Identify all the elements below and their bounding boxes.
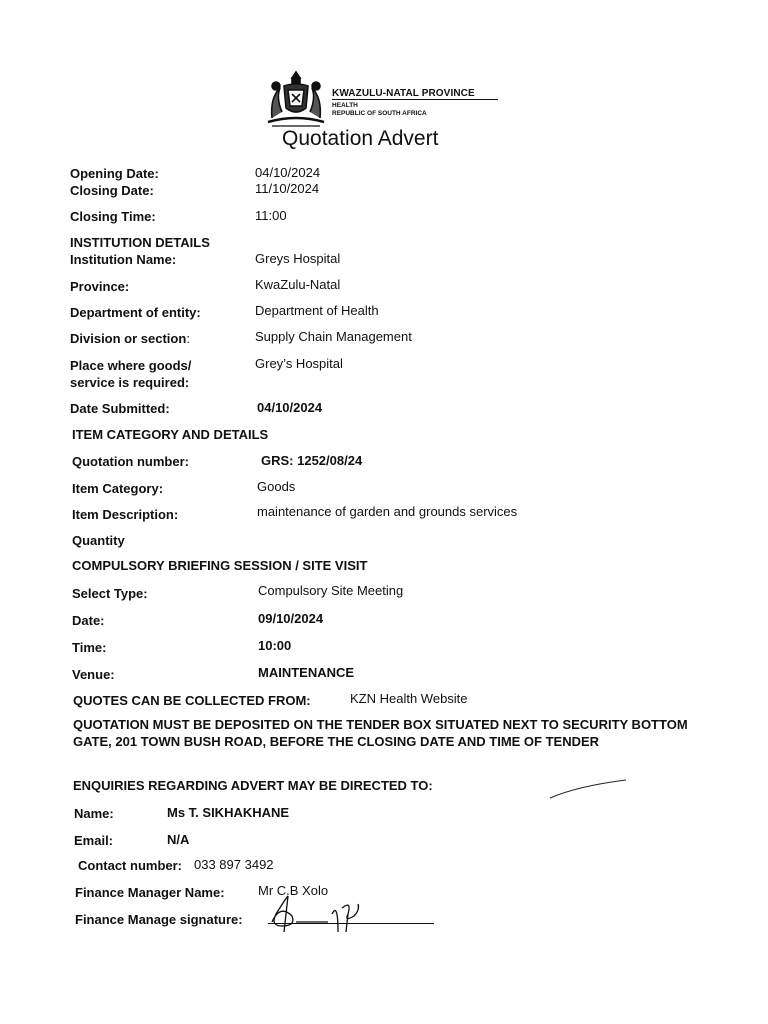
coat-of-arms-logo	[262, 68, 330, 128]
signature-label: Finance Manage signature:	[75, 912, 243, 927]
closing-date-label: Closing Date:	[70, 183, 154, 198]
header-divider	[332, 99, 498, 100]
briefing-time-label: Time:	[72, 640, 107, 655]
place-label-line1: Place where goods/	[70, 358, 192, 373]
closing-time-label: Closing Time:	[70, 209, 156, 224]
province-value: KwaZulu-Natal	[255, 277, 341, 292]
republic-name: REPUBLIC OF SOUTH AFRICA	[332, 110, 427, 117]
opening-date-value: 04/10/2024	[255, 165, 321, 180]
item-category-label: Item Category:	[72, 481, 164, 496]
item-description-label: Item Description:	[72, 507, 179, 522]
finance-manager-value: Mr C.B Xolo	[258, 883, 329, 898]
division-label-text: Division or section	[70, 331, 187, 346]
quotation-number-value: GRS: 1252/08/24	[261, 453, 363, 468]
contact-name-value: Ms T. SIKHAKHANE	[167, 805, 290, 820]
enquiries-heading: ENQUIRIES REGARDING ADVERT MAY BE DIRECTED TO:	[73, 778, 433, 793]
institution-heading: INSTITUTION DETAILS	[70, 235, 210, 250]
contact-name-label: Name:	[74, 806, 114, 821]
pen-stroke-mark	[548, 776, 630, 802]
division-value: Supply Chain Management	[255, 329, 412, 344]
deposit-instructions: QUOTATION MUST BE DEPOSITED ON THE TENDER BOX SITUATED NEXT TO SECURITY BOTTOM GATE, 201 TOWN BUSH ROAD, BEFORE THE CLOSING DATE AND TIME OF TENDER	[73, 717, 688, 749]
date-submitted-value: 04/10/2024	[257, 400, 323, 415]
department-label: Department of entity:	[70, 305, 201, 320]
select-type-value: Compulsory Site Meeting	[258, 583, 404, 598]
email-label: Email:	[74, 833, 114, 848]
department-name: HEALTH	[332, 102, 358, 109]
collection-label: QUOTES CAN BE COLLECTED FROM:	[73, 693, 311, 708]
department-value: Department of Health	[255, 303, 379, 318]
place-label-line2: service is required:	[70, 375, 190, 390]
contact-number-label: Contact number:	[78, 858, 182, 873]
briefing-date-label: Date:	[72, 613, 105, 628]
date-submitted-label: Date Submitted:	[70, 401, 170, 416]
closing-date-value: 11/10/2024	[255, 181, 320, 196]
finance-manager-label: Finance Manager Name:	[75, 885, 225, 900]
quotation-number-label: Quotation number:	[72, 454, 189, 469]
briefing-heading: COMPULSORY BRIEFING SESSION / SITE VISIT	[72, 558, 368, 573]
closing-time-value: 11:00	[255, 208, 287, 223]
handwritten-signature	[266, 892, 370, 938]
province-label: Province:	[70, 279, 130, 294]
division-label	[70, 331, 190, 346]
institution-name-label: Institution Name:	[70, 252, 177, 267]
select-type-label: Select Type:	[72, 586, 148, 601]
item-description-value: maintenance of garden and grounds services	[257, 504, 518, 519]
item-heading: ITEM CATEGORY AND DETAILS	[72, 427, 269, 442]
item-category-value: Goods	[257, 479, 296, 494]
briefing-time-value: 10:00	[258, 638, 292, 653]
briefing-date-value: 09/10/2024	[258, 611, 324, 626]
place-value: Grey’s Hospital	[255, 356, 343, 371]
institution-name-value: Greys Hospital	[255, 251, 341, 266]
division-label-colon: :	[186, 331, 190, 346]
venue-label: Venue:	[72, 667, 115, 682]
province-name: KWAZULU-NATAL PROVINCE	[332, 88, 475, 99]
venue-value: MAINTENANCE	[258, 665, 355, 680]
contact-number-value: 033 897 3492	[194, 857, 274, 872]
email-value: N/A	[167, 832, 190, 847]
quantity-label: Quantity	[72, 533, 125, 548]
collection-value: KZN Health Website	[350, 691, 468, 706]
page-title: Quotation Advert	[282, 127, 439, 150]
opening-date-label: Opening Date:	[70, 166, 159, 181]
